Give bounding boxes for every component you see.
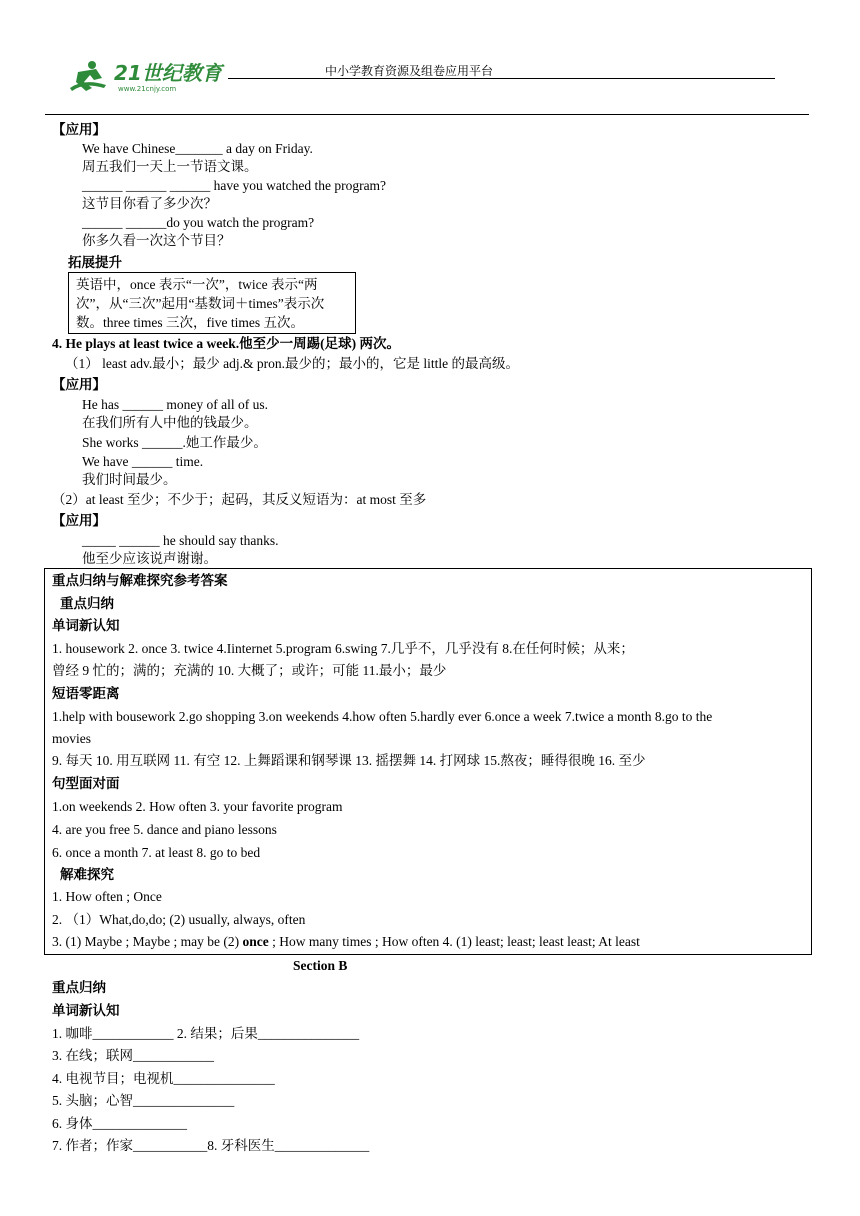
text-line: 他至少应该说声谢谢。: [82, 551, 217, 566]
text-line: 【应用】: [52, 513, 106, 528]
text-line: 重点归纳: [60, 596, 114, 611]
text-line: Section B: [293, 958, 348, 973]
text-line: 1.help with bousework 2.go shopping 3.on weekends 4.how often 5.hardly ever 6.once a week 7.twice a month 8.go to the: [52, 709, 713, 724]
platform-title: 中小学教育资源及组卷应用平台: [325, 64, 494, 78]
text-line: （2）at least 至少；不少于；起码，其反义短语为：at most 至多: [52, 492, 427, 507]
text-line: 我们时间最少。: [82, 472, 177, 487]
text-line: We have Chinese_______ a day on Friday.: [82, 141, 313, 156]
text-line: 重点归纳与解难探究参考答案: [52, 573, 228, 588]
text-line: 数。three times 三次，five times 五次。: [76, 315, 304, 330]
answer-line-3-c: ; How many times ; How often 4. (1) least; least; least least; At least: [268, 934, 640, 949]
text-line: 短语零距离: [52, 686, 120, 701]
text-line: 4. 电视节目；电视机_______________: [52, 1071, 275, 1086]
logo-text: 21世纪教育: [114, 61, 222, 85]
text-line: 6. once a month 7. at least 8. go to bed: [52, 845, 261, 860]
text-line: 【应用】: [52, 122, 106, 137]
answer-line-3-once: once: [242, 934, 269, 949]
text-line: 2. （1）What,do,do; (2) usually, always, often: [52, 912, 306, 927]
text-line: 曾经 9 忙的；满的；充满的 10. 大概了；或许；可能 11.最小；最少: [52, 663, 447, 678]
text-line: 重点归纳: [52, 980, 106, 995]
text-line: 1. How often ; Once: [52, 889, 162, 904]
text-line: 4. He plays at least twice a week.他至少一周踢(足球) 两次。: [52, 336, 400, 351]
text-line: 次”，从“三次”起用“基数词＋times”表示次: [76, 296, 325, 311]
text-line: 7. 作者；作家___________8. 牙科医生______________: [52, 1138, 370, 1153]
page-top-rule: [45, 114, 809, 115]
text-line: 解难探究: [60, 867, 114, 882]
text-line: ______ ______ ______ have you watched the program?: [82, 178, 387, 193]
text-line: 句型面对面: [52, 776, 120, 791]
text-line: 英语中，once 表示“一次”，twice 表示“两: [76, 277, 318, 292]
text-line: 6. 身体______________: [52, 1116, 187, 1131]
text-line: 4. are you free 5. dance and piano lessons: [52, 822, 277, 837]
text-line: He has ______ money of all of us.: [82, 397, 268, 412]
text-line: 3. 在线；联网____________: [52, 1048, 214, 1063]
text-line: 周五我们一天上一节语文课。: [82, 159, 258, 174]
text-line: 在我们所有人中他的钱最少。: [82, 415, 258, 430]
text-line: 1. housework 2. once 3. twice 4.Iinternet 5.program 6.swing 7.几乎不，几乎没有 8.在任何时候；从来；: [52, 641, 634, 656]
text-line: 5. 头脑；心智_______________: [52, 1093, 235, 1108]
text-line: 拓展提升: [68, 255, 122, 270]
text-line: _____ ______ he should say thanks.: [82, 533, 279, 548]
text-line: She works ______.她工作最少。: [82, 435, 267, 450]
text-line: 你多久看一次这个节目？: [82, 233, 231, 248]
text-line: 单词新认知: [52, 618, 120, 633]
text-line: 【应用】: [52, 377, 106, 392]
text-line: 9. 每天 10. 用互联网 11. 有空 12. 上舞蹈课和钢琴课 13. 摇摆舞 14. 打网球 15.熬夜；睡得很晚 16. 至少: [52, 753, 646, 768]
text-line: 这节目你看了多少次？: [82, 196, 217, 211]
text-line: 1. 咖啡____________ 2. 结果；后果_______________: [52, 1026, 360, 1041]
header-rule: [228, 78, 775, 79]
text-line: movies: [52, 731, 91, 746]
text-line: （1） least adv.最小；最少 adj.& pron.最少的；最小的，它是 little 的最高级。: [65, 356, 519, 371]
answer-line-3-a: 3. (1) Maybe ; Maybe ; may be (2): [52, 934, 243, 949]
text-line: ______ ______do you watch the program?: [82, 215, 315, 230]
text-line: 单词新认知: [52, 1003, 120, 1018]
answer-line-3: [52, 933, 640, 951]
text-line: 1.on weekends 2. How often 3. your favorite program: [52, 799, 343, 814]
text-line: We have ______ time.: [82, 454, 204, 469]
logo-url: www.21cnjy.com: [118, 85, 177, 93]
21cnjy-logo: [66, 58, 231, 96]
